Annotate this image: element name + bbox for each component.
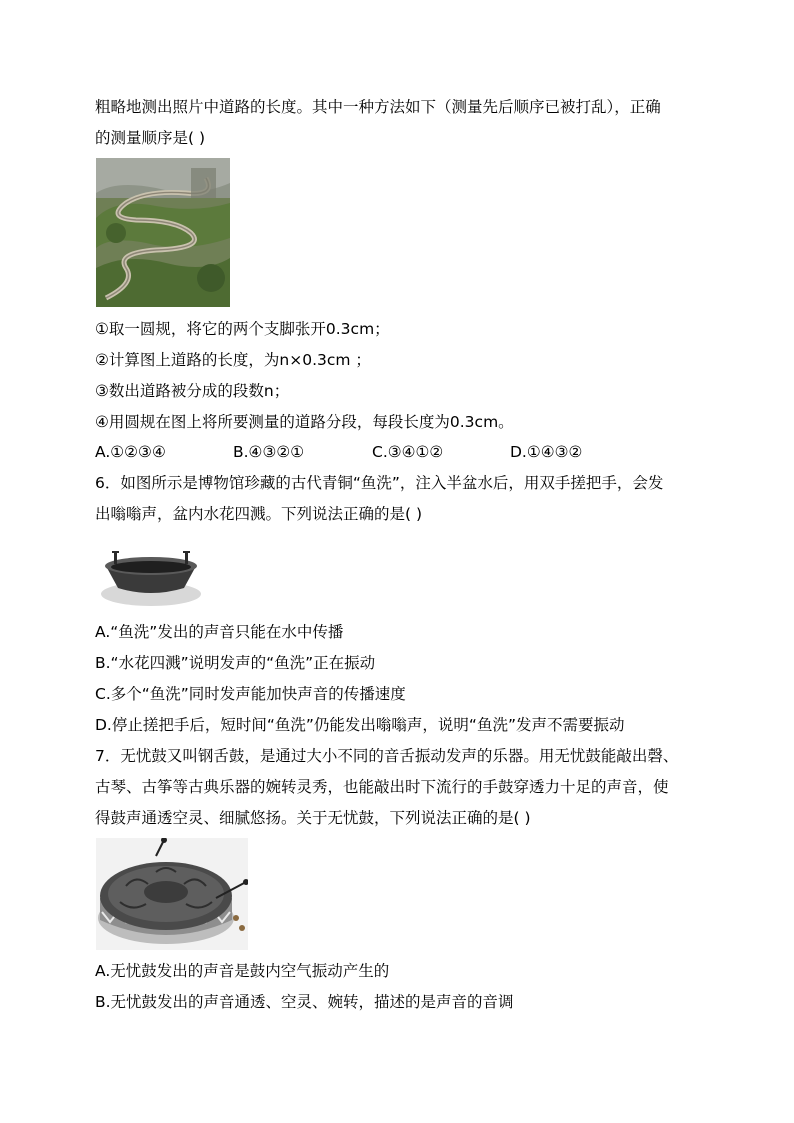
q5-option-c: C.③④①② <box>372 443 444 461</box>
q5-option-d: D.①④③② <box>510 443 583 461</box>
fish-basin-photo <box>96 544 206 610</box>
q6-option-d: D.停止搓把手后，短时间“鱼洗”仍能发出嗡嗡声，说明“鱼洗”发声不需要振动 <box>95 716 625 734</box>
q5-step-2: ②计算图上道路的长度，为n×0.3cm ； <box>95 351 371 369</box>
q7-stem-line1: 7．无忧鼓又叫钢舌鼓，是通过大小不同的音舌振动发声的乐器。用无忧鼓能敲出磬、 <box>95 747 679 765</box>
q5-option-b: B.④③②① <box>233 443 305 461</box>
q5-step-1: ①取一圆规，将它的两个支脚张开0.3cm； <box>95 320 390 338</box>
q5-option-a: A.①②③④ <box>95 443 166 461</box>
q7-option-a: A.无忧鼓发出的声音是鼓内空气振动产生的 <box>95 962 390 980</box>
bronze-basin-image <box>96 544 206 610</box>
tongue-drum-image <box>96 838 248 950</box>
q5-stem-line1: 粗略地测出照片中道路的长度。其中一种方法如下（测量先后顺序已被打乱），正确 <box>95 98 661 116</box>
q7-stem-line2: 古琴、古筝等古典乐器的婉转灵秀，也能敲出时下流行的手鼓穿透力十足的声音，使 <box>95 778 669 796</box>
q6-stem-line2: 出嗡嗡声，盆内水花四溅。下列说法正确的是( ) <box>95 505 423 523</box>
q5-step-3: ③数出道路被分成的段数n； <box>95 382 290 400</box>
mountain-road-image <box>96 158 230 307</box>
q7-stem-line3: 得鼓声通透空灵、细腻悠扬。关于无忧鼓，下列说法正确的是( ) <box>95 809 531 827</box>
q6-option-a: A.“鱼洗”发出的声音只能在水中传播 <box>95 623 344 641</box>
q7-option-b: B.无忧鼓发出的声音通透、空灵、婉转，描述的是声音的音调 <box>95 993 514 1011</box>
q6-stem-line1: 6．如图所示是博物馆珍藏的古代青铜“鱼洗”，注入半盆水后，用双手搓把手，会发 <box>95 474 664 492</box>
mountain-road-photo <box>96 158 230 307</box>
q5-stem-line2: 的测量顺序是( ) <box>95 129 206 147</box>
tongue-drum-photo <box>96 838 248 950</box>
q6-option-b: B.“水花四溅”说明发声的“鱼洗”正在振动 <box>95 654 376 672</box>
q5-step-4: ④用圆规在图上将所要测量的道路分段，每段长度为0.3cm。 <box>95 413 514 431</box>
q6-option-c: C.多个“鱼洗”同时发声能加快声音的传播速度 <box>95 685 406 703</box>
